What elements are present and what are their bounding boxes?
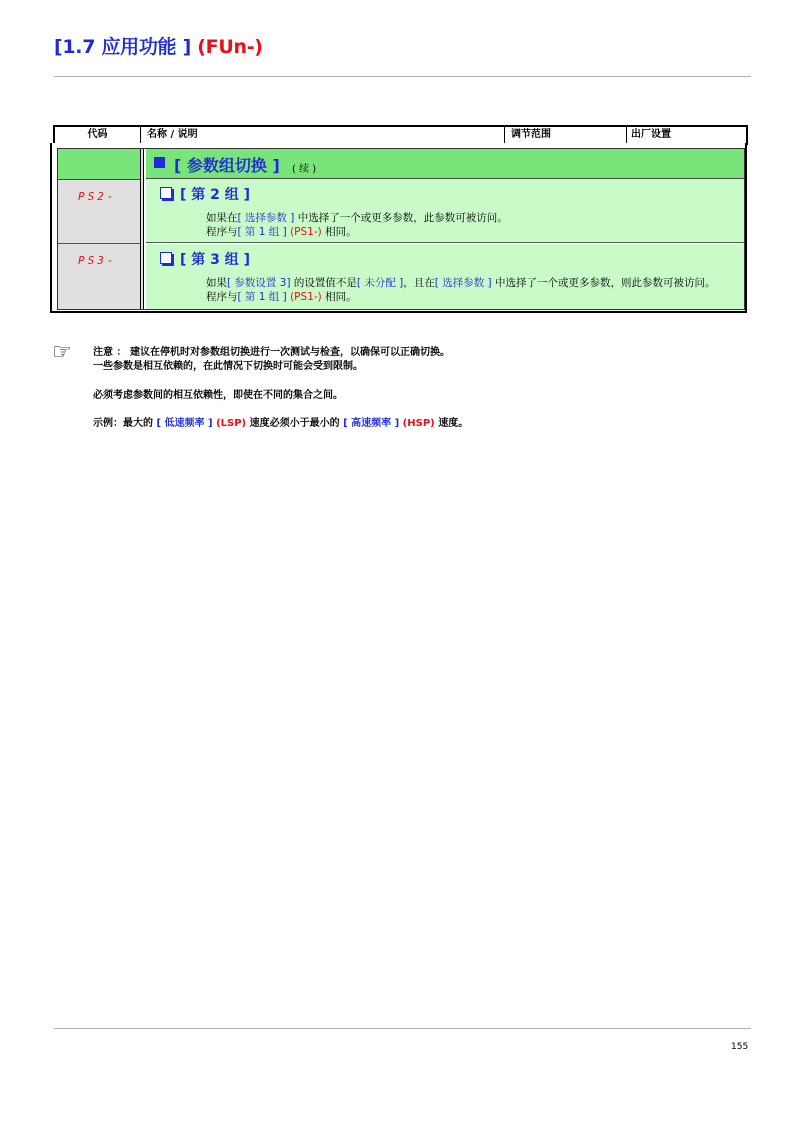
table-row: [146, 179, 744, 243]
row-procedure: 程序与[ 第 1 组 ] (PS1-) 相同。: [206, 291, 357, 303]
checkbox-bullet-icon: [160, 187, 172, 199]
top-divider: [54, 76, 751, 77]
pointing-hand-icon: ☞: [52, 340, 72, 365]
note-line: 一些参数是相互依赖的，在此情况下切换时可能会受到限制。: [93, 361, 363, 372]
page-number: 155: [731, 1042, 749, 1052]
note-line: 必须考虑参数间的相互依赖性，即使在不同的集合之间。: [93, 390, 343, 401]
table-row: [146, 244, 744, 309]
section-code: (FUn-): [197, 36, 263, 58]
section-row-suffix: ( 续 ): [292, 164, 317, 175]
row-title: [ 第 2 组 ]: [180, 187, 251, 203]
checkbox-bullet-icon: [160, 252, 172, 264]
note-line: 注意 ： 建议在停机时对参数组切换进行一次测试与检查，以确保可以正确切换。: [93, 347, 450, 358]
page-title: [54, 32, 263, 59]
row-description: 如果[ 参数设置 3] 的设置值不是[ 未分配 ]，且在[ 选择参数 ] 中选择了一个或更多参数，则此参数可被访问。: [206, 277, 716, 289]
code-ps3: PS3-: [78, 254, 117, 267]
header-range: 调节范围: [505, 127, 627, 143]
row-title: [ 第 3 组 ]: [180, 252, 251, 268]
table-header: [53, 125, 748, 145]
square-bullet-icon: [154, 157, 165, 168]
row-description: 如果在[ 选择参数 ] 中选择了一个或更多参数，此参数可被访问。: [206, 212, 508, 224]
bottom-divider: [54, 1028, 751, 1029]
note-example: 示例：最大的 [ 低速频率 ] (LSP) 速度必须小于最小的 [ 高速频率 ] (HSP) 速度。: [93, 418, 469, 429]
code-column: [58, 149, 144, 309]
section-row: [146, 149, 744, 179]
header-name: 名称 / 说明: [141, 127, 505, 143]
parameter-table: [50, 143, 747, 313]
header-default: 出厂设置: [631, 129, 671, 140]
header-code: 代码: [55, 127, 141, 143]
code-ps2: PS2-: [78, 190, 117, 203]
row-procedure: 程序与[ 第 1 组 ] (PS1-) 相同。: [206, 226, 357, 238]
section-title: [1.7 应用功能 ]: [54, 36, 191, 58]
section-row-title: [ 参数组切换 ]: [174, 156, 280, 175]
